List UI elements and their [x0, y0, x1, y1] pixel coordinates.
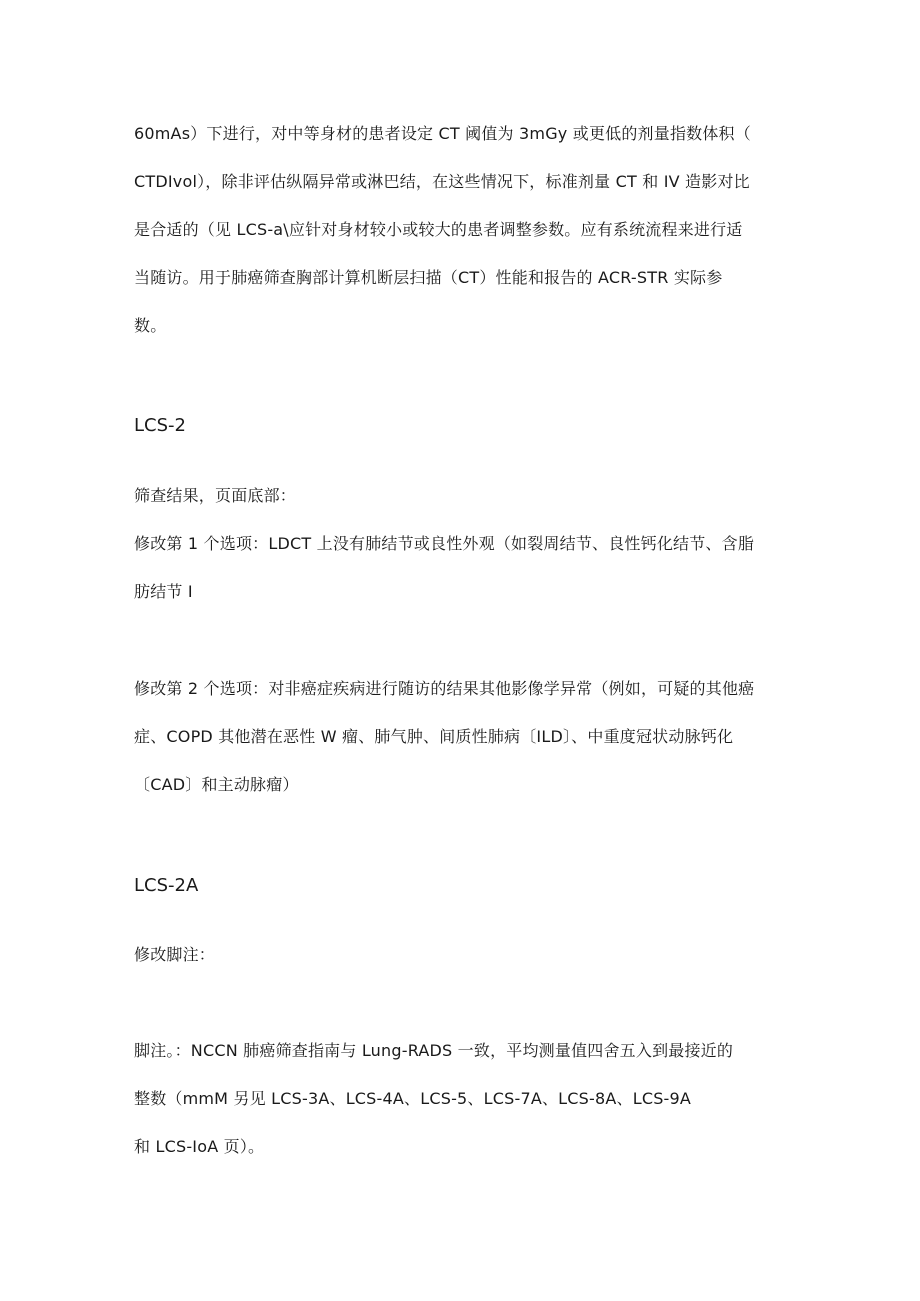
lcs2-option1-line-1: 修改第 1 个选项：LDCT 上没有肺结节或良性外观（如裂周结节、良性钙化结节、含脂 [134, 534, 755, 553]
lcs2-option2-line-2: 症、COPD 其他潜在恶性 W 瘤、肺气肿、间质性肺病〔ILD〕、中重度冠状动脉钙化 [134, 727, 734, 746]
lcs2-option2-line-1: 修改第 2 个选项：对非癌症疾病进行随访的结果其他影像学异常（例如，可疑的其他癌 [134, 679, 755, 698]
para1-line-2: CTDIvol），除非评估纵隔异常或淋巴结，在这些情况下，标准剂量 CT 和 IV 造影对比 [134, 172, 750, 191]
lcs2-option1-line-2: 肪结节 I [134, 582, 193, 601]
lcs2-subtitle: 筛查结果，页面底部： [134, 486, 297, 505]
section-heading-lcs2a: LCS-2A [134, 875, 199, 896]
para1-line-3: 是合适的（见 LCS-a\应针对身材较小或较大的患者调整参数。应有系统流程来进行适 [134, 220, 743, 239]
lcs2a-footnote-line-1: 脚注。：NCCN 肺癌筛查指南与 Lung-RADS 一致，平均测量值四舍五入到最接近的 [134, 1041, 734, 1060]
lcs2a-footnote-line-2: 整数（mmM 另见 LCS-3A、LCS-4A、LCS-5、LCS-7A、LCS-8A、LCS-9A [134, 1089, 692, 1108]
para1-line-1: 60mAs）下进行，对中等身材的患者设定 CT 阈值为 3mGy 或更低的剂量指数体积（ [134, 124, 751, 143]
lcs2-option2-line-3: 〔CAD〕和主动脉瘤） [134, 775, 299, 794]
section-heading-lcs2: LCS-2 [134, 415, 186, 436]
para1-line-4: 当随访。用于肺癌筛查胸部计算机断层扫描（CT）性能和报告的 ACR-STR 实际参 [134, 268, 723, 287]
lcs2a-footnote-line-3: 和 LCS-IoA 页）。 [134, 1137, 265, 1156]
para1-line-5: 数。 [134, 316, 167, 335]
lcs2a-subtitle: 修改脚注： [134, 945, 216, 964]
